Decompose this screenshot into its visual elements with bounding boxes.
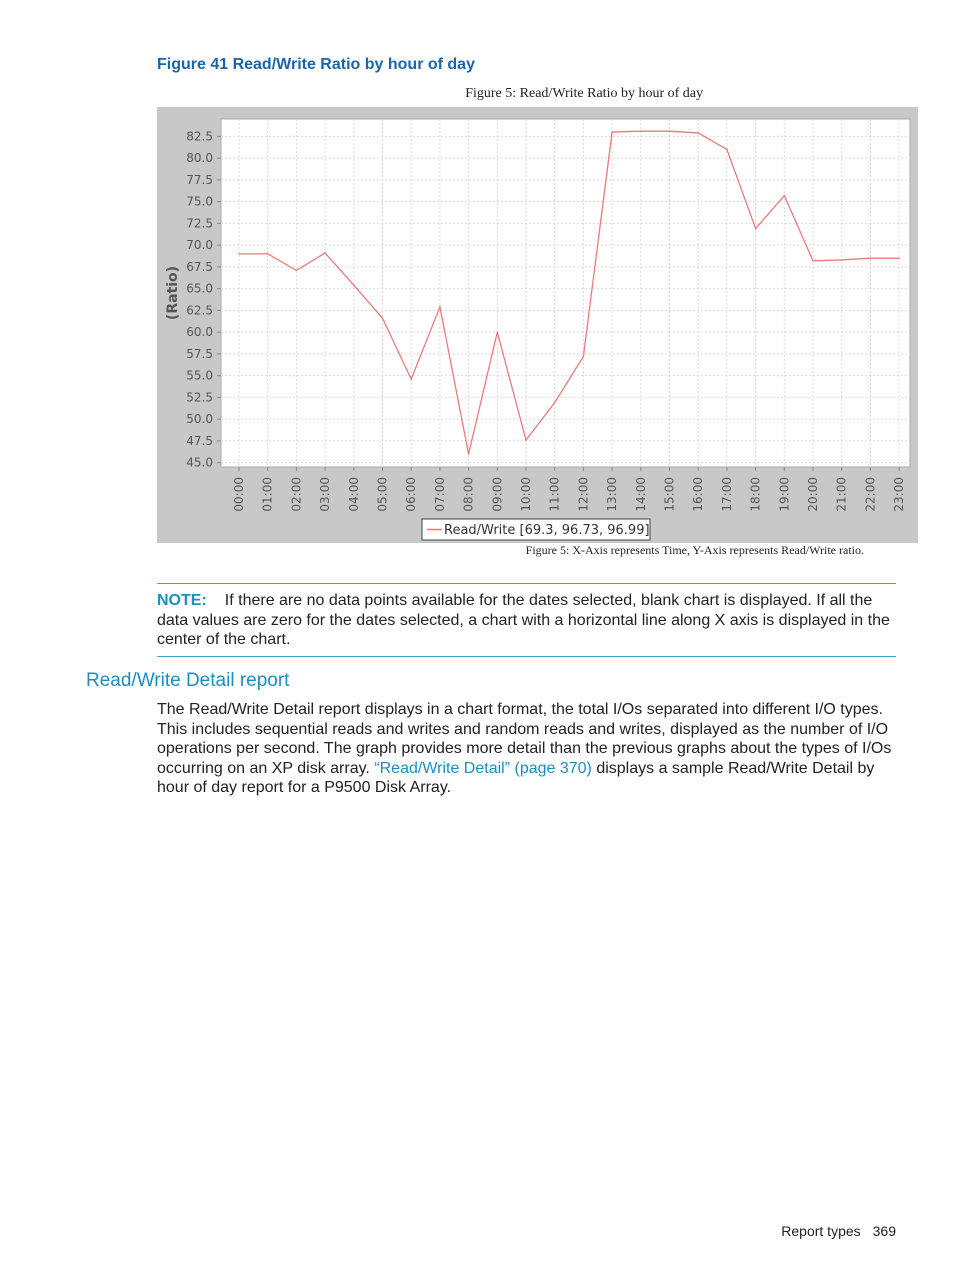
x-tick-label: 05:00 [375, 477, 390, 512]
x-tick-label: 03:00 [318, 477, 333, 512]
data-point [353, 284, 355, 286]
data-point [583, 356, 585, 358]
x-tick-label: 07:00 [432, 477, 447, 512]
x-tick-label: 15:00 [662, 477, 677, 512]
data-point [898, 257, 900, 259]
x-tick-label: 08:00 [461, 477, 476, 512]
data-point [697, 132, 699, 134]
data-point [267, 253, 269, 255]
chart-title: Figure 5: Read/Write Ratio by hour of day [465, 86, 703, 101]
data-point [468, 453, 470, 455]
body-text-after: displays a sample Read/Write Detail by hour of day report for a P9500 Disk Array. [157, 759, 875, 797]
x-tick-label: 00:00 [232, 477, 246, 512]
data-point [755, 228, 757, 230]
y-tick-label: 72.5 [186, 216, 213, 231]
x-tick-label: 11:00 [547, 477, 562, 512]
x-tick-label: 19:00 [777, 477, 792, 512]
x-tick-label: 12:00 [576, 477, 591, 512]
y-tick-label: 75.0 [186, 194, 213, 209]
x-tick-label: 13:00 [605, 477, 620, 512]
y-tick-label: 55.0 [186, 368, 213, 383]
y-tick-label: 60.0 [186, 325, 213, 340]
x-tick-label: 02:00 [289, 477, 304, 512]
data-point [841, 259, 843, 261]
chart-subtitle: Figure 5: X-Axis represents Time, Y-Axis represents Read/Write ratio. [525, 543, 864, 557]
data-point [497, 331, 499, 333]
y-tick-label: 82.5 [186, 129, 213, 144]
data-point [238, 253, 240, 255]
y-tick-label: 50.0 [186, 412, 213, 427]
y-tick-label: 52.5 [186, 390, 213, 405]
x-tick-label: 06:00 [404, 477, 419, 512]
page-footer [781, 1223, 896, 1239]
x-tick-label: 17:00 [719, 477, 734, 512]
x-tick-label: 01:00 [260, 477, 275, 512]
x-tick-label: 18:00 [748, 477, 763, 512]
footer-section: Report types [781, 1223, 861, 1239]
data-point [525, 439, 527, 441]
data-point [324, 252, 326, 254]
y-tick-label: 80.0 [186, 151, 213, 166]
chart-panel [157, 107, 918, 543]
data-point [554, 402, 556, 404]
note-label: NOTE: [157, 592, 207, 609]
data-point [669, 130, 671, 132]
y-tick-label: 45.0 [186, 455, 213, 470]
x-tick-label: 23:00 [892, 477, 907, 512]
data-point [439, 306, 441, 308]
y-tick-label: 67.5 [186, 259, 213, 274]
x-tick-label: 16:00 [691, 477, 706, 512]
x-tick-label: 14:00 [633, 477, 648, 512]
cross-reference-link[interactable]: “Read/Write Detail” (page 370) [374, 759, 592, 777]
x-tick-label: 20:00 [806, 477, 820, 512]
y-tick-label: 57.5 [186, 346, 213, 361]
y-tick-label: 62.5 [186, 303, 213, 318]
page-number: 369 [872, 1223, 896, 1239]
data-point [870, 257, 872, 259]
plot-area [221, 119, 910, 467]
data-point [611, 131, 613, 133]
data-point [296, 270, 298, 272]
x-tick-label: 04:00 [346, 477, 361, 512]
x-tick-label: 21:00 [834, 477, 849, 512]
body-text-before: The Read/Write Detail report displays in a chart format, the total I/Os separated into different I/O types. This includes sequential reads and writes and random reads and writes, displayed as the number of I/O operations per second. The graph provides more detail than the previous graphs about the types of I/Os occurring on an XP disk array. [157, 701, 892, 777]
data-point [812, 260, 814, 262]
body-paragraph [157, 700, 899, 798]
y-tick-label: 70.0 [186, 238, 213, 253]
data-point [640, 130, 642, 132]
y-tick-label: 77.5 [186, 172, 213, 187]
x-tick-label: 09:00 [490, 477, 505, 512]
line-chart [157, 107, 918, 543]
y-tick-label: 47.5 [186, 433, 213, 448]
y-tick-label: 65.0 [186, 281, 213, 296]
note-box [157, 583, 896, 657]
note-text: If there are no data points available for the dates selected, blank chart is displayed. If all the data values are zero for the dates selected, a chart with a horizontal line along X axis is displayed in the center of the chart. [157, 592, 890, 648]
x-tick-label: 22:00 [863, 477, 878, 512]
data-point [410, 378, 412, 380]
x-tick-label: 10:00 [519, 477, 533, 512]
y-axis-label: (Ratio) [165, 265, 181, 321]
data-point [726, 149, 728, 151]
data-point [382, 317, 384, 319]
legend-label: Read/Write [69.3, 96.73, 96.99] [444, 523, 650, 538]
data-point [784, 195, 786, 197]
section-heading: Read/Write Detail report [86, 670, 290, 691]
figure-caption: Figure 41 Read/Write Ratio by hour of day [157, 56, 475, 73]
